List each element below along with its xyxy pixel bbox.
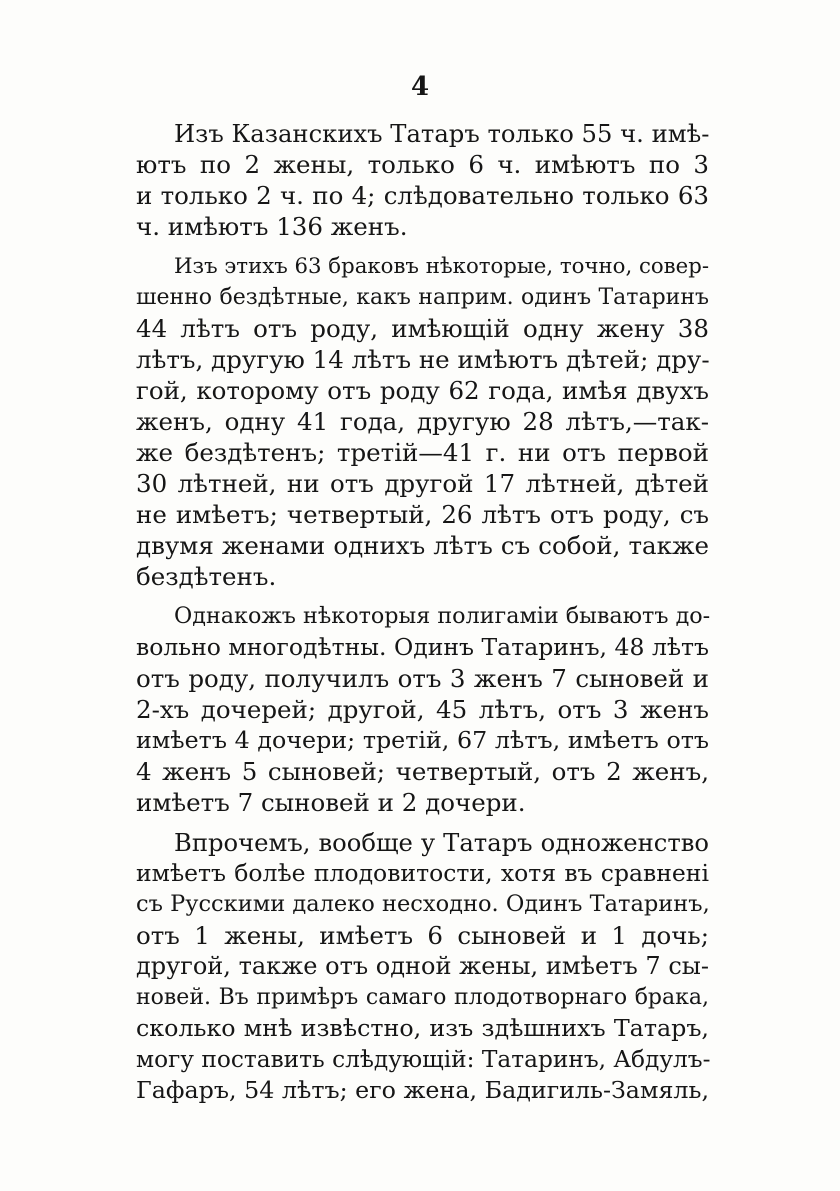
text-line: не имѣетъ; четвертый, 26 лѣтъ отъ роду, съ	[136, 500, 709, 529]
text-line: отъ 1 жены, имѣетъ 6 сыновей и 1 дочь;	[136, 921, 709, 950]
text-line: 2-хъ дочерей; другой, 45 лѣтъ, отъ 3 женъ	[136, 695, 709, 724]
text-line: Изъ Казанскихъ Татаръ только 55 ч. имѣ-	[174, 119, 710, 148]
text-line: шенно бездѣтные, какъ наприм. одинъ Татаринъ	[136, 285, 709, 310]
text-line: гой, которому отъ роду 62 года, имѣя двухъ	[136, 376, 709, 405]
text-line: имѣетъ болѣе плодовитости, хотя въ сравнені	[136, 859, 709, 887]
page-number: 4	[410, 72, 430, 102]
paragraph-3	[136, 601, 709, 818]
text-line: 30 лѣтней, ни отъ другой 17 лѣтней, дѣтей	[136, 469, 709, 498]
text-line: другой, также отъ одной жены, имѣетъ 7 сы-	[136, 952, 709, 980]
text-line: ч. имѣютъ 136 женъ.	[136, 212, 408, 241]
text-line: двумя женами однихъ лѣтъ съ собой, также	[136, 531, 709, 560]
text-line: и только 2 ч. по 4; слѣдовательно только 63	[136, 181, 709, 210]
text-line: имѣетъ 7 сыновей и 2 дочери.	[136, 788, 526, 817]
paragraph-1	[136, 118, 709, 242]
text-line: Однакожъ нѣкоторыя полигаміи бываютъ до-	[174, 603, 711, 629]
text-line: ютъ по 2 жены, только 6 ч. имѣютъ по 3	[136, 150, 709, 179]
text-line: Впрочемъ, вообще у Татаръ одноженство	[174, 828, 709, 857]
text-line: отъ роду, получилъ отъ 3 женъ 7 сыновей и	[136, 664, 709, 693]
text-line: же бездѣтенъ; третій—41 г. ни отъ первой	[136, 438, 709, 467]
text-line: сколько мнѣ извѣстно, изъ здѣшнихъ Татаръ,	[136, 1014, 709, 1042]
text-line: могу поставить слѣдующій: Татаринъ, Абдулъ-	[136, 1046, 711, 1073]
paragraph-2	[136, 251, 709, 592]
text-line: женъ, одну 41 года, другую 28 лѣтъ,—так-	[136, 407, 709, 436]
text-line: бездѣтенъ.	[136, 562, 277, 591]
text-line: 4 женъ 5 сыновей; четвертый, отъ 2 женъ,	[136, 757, 709, 786]
text-line: имѣетъ 4 дочери; третій, 67 лѣтъ, имѣетъ отъ	[136, 726, 709, 754]
text-line: Изъ этихъ 63 браковъ нѣкоторые, точно, совер-	[174, 254, 709, 279]
text-line: вольно многодѣтны. Одинъ Татаринъ, 48 лѣтъ	[136, 633, 709, 661]
text-line: лѣтъ, другую 14 лѣтъ не имѣютъ дѣтей; дру-	[136, 345, 710, 374]
body-text	[136, 118, 709, 1115]
text-line: Гафаръ, 54 лѣтъ; его жена, Бадигиль-Замяль,	[136, 1076, 709, 1104]
paragraph-4	[136, 827, 709, 1106]
text-line: новей. Въ примѣръ самаго плодотворнаго брака,	[136, 985, 709, 1010]
text-line: 44 лѣтъ отъ роду, имѣющій одну жену 38	[136, 314, 709, 343]
text-line: съ Русскими далеко несходно. Одинъ Татаринъ,	[136, 891, 710, 917]
